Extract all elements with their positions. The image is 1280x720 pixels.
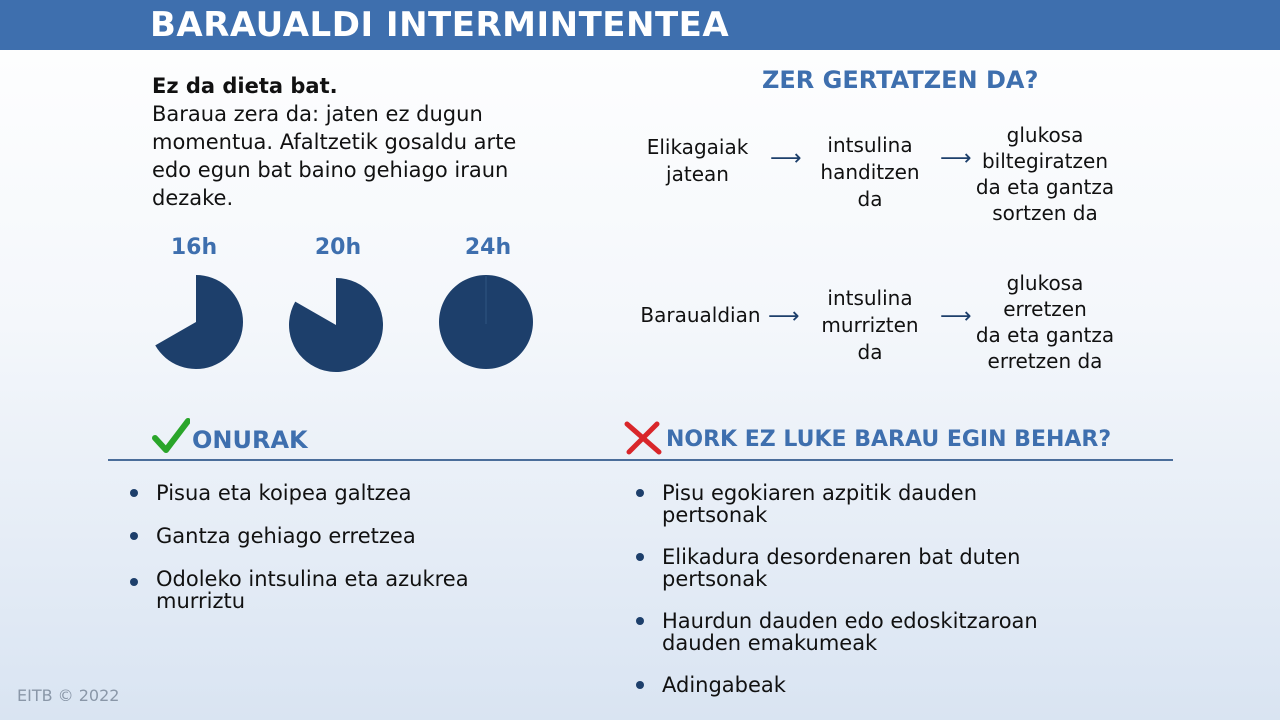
flow-line: glukosa: [1006, 271, 1084, 295]
list-item: Gantza gehiago erretzea: [130, 525, 590, 547]
list-item: Odoleko intsulina eta azukrea murriztu: [130, 568, 590, 612]
section-divider: [108, 459, 1173, 461]
checkmark-icon: [152, 418, 190, 454]
flow-step-fasting: [628, 302, 773, 329]
flow-line: intsulina: [827, 286, 913, 310]
flow-step-glucose-store: [965, 122, 1125, 226]
bullet-icon: [130, 489, 138, 497]
flow-line: jatean: [666, 162, 729, 186]
who-not-list: [636, 482, 1156, 696]
list-item: Pisu egokiaren azpitik dauden pertsonak: [636, 482, 1156, 526]
clock-fill: [289, 278, 383, 372]
flow-line: glukosa: [1006, 123, 1084, 147]
bullet-icon: [636, 553, 644, 561]
clock-20h-pie: [286, 275, 386, 375]
section-title-what-happens: ZER GERTATZEN DA?: [762, 66, 1039, 94]
bullet-icon: [636, 617, 644, 625]
flow-line: handitzen: [820, 160, 920, 184]
clock-label-24h: 24h: [464, 235, 512, 260]
page-title: BARAUALDI INTERMINTENTEA: [150, 5, 730, 45]
flow-line: biltegiratzen: [981, 149, 1108, 173]
flow-step-eating: [630, 134, 765, 188]
clock-24h-pie: [436, 272, 536, 376]
arrow-right-icon: ⟶: [770, 146, 802, 171]
cross-icon: [623, 420, 663, 456]
flow-line: intsulina: [827, 133, 913, 157]
intro-heading: Ez da dieta bat.: [152, 74, 338, 98]
flow-line: Baraualdian: [640, 303, 761, 327]
flow-line: da: [857, 340, 883, 364]
flow-step-insulin-up: [800, 132, 940, 213]
flow-step-glucose-burn: [965, 270, 1125, 374]
intro-line: dezake.: [152, 186, 234, 210]
arrow-right-icon: ⟶: [940, 146, 972, 171]
list-item: Adingabeak: [636, 674, 1156, 696]
intro-block: [152, 72, 572, 212]
clock-label-20h: 20h: [314, 235, 362, 260]
section-title-benefits: ONURAK: [192, 426, 308, 454]
clock-label-16h: 16h: [170, 235, 218, 260]
intro-line: momentua. Afaltzetik gosaldu arte: [152, 130, 517, 154]
bullet-icon: [130, 532, 138, 540]
intro-line: edo egun bat baino gehiago iraun: [152, 158, 509, 182]
flow-line: erretzen: [1003, 297, 1087, 321]
flow-step-insulin-down: [800, 285, 940, 366]
flow-line: Elikagaiak: [646, 135, 749, 159]
arrow-right-icon: ⟶: [940, 304, 972, 329]
clock-fill: [155, 275, 243, 369]
flow-line: da eta gantza: [975, 323, 1115, 347]
intro-line: Baraua zera da: jaten ez dugun: [152, 102, 483, 126]
flow-line: da eta gantza: [975, 175, 1115, 199]
benefits-list: [130, 482, 590, 612]
bullet-icon: [636, 489, 644, 497]
list-item: Elikadura desordenaren bat duten pertsonak: [636, 546, 1156, 590]
flow-line: murrizten: [821, 313, 919, 337]
flow-line: sortzen da: [992, 201, 1098, 225]
bullet-icon: [636, 681, 644, 689]
arrow-right-icon: ⟶: [768, 304, 800, 329]
footer-credit: EITB © 2022: [17, 686, 120, 705]
section-title-who-not: NORK EZ LUKE BARAU EGIN BEHAR?: [666, 427, 1112, 452]
flow-line: da: [857, 187, 883, 211]
flow-line: erretzen da: [987, 349, 1103, 373]
bullet-icon: [130, 578, 138, 586]
list-item: Pisua eta koipea galtzea: [130, 482, 590, 504]
list-item: Haurdun dauden edo edoskitzaroan dauden emakumeak: [636, 610, 1156, 654]
header-bar: [0, 0, 1280, 50]
clock-16h-pie: [146, 272, 246, 372]
